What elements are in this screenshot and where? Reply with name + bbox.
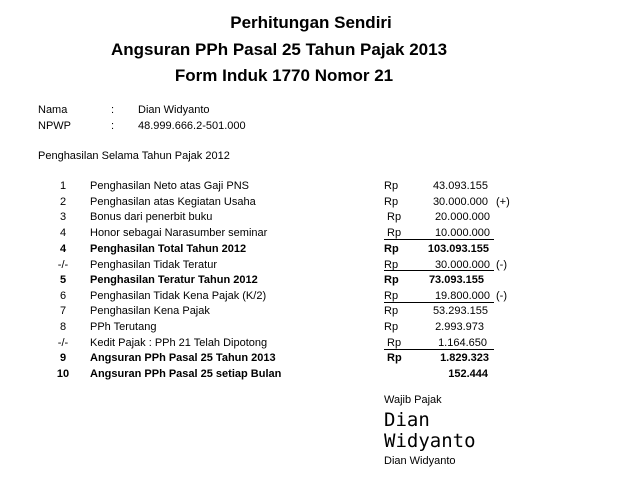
row-description: Penghasilan Total Tahun 2012 — [90, 243, 247, 255]
row-number: 4 — [59, 227, 67, 239]
row-number: 9 — [59, 352, 67, 364]
handwritten-signature-line-2: Widyanto — [384, 430, 476, 452]
handwritten-signature-line-1: Dian — [384, 409, 430, 431]
ptkp-underline — [384, 302, 494, 303]
row-number: 8 — [59, 321, 67, 333]
row-currency: Rp — [384, 321, 399, 333]
npwp-value: 48.999.666.2-501.000 — [138, 120, 246, 132]
row-amount: 10.000.000 — [434, 227, 490, 239]
title-line-1: Perhitungan Sendiri — [230, 13, 392, 32]
row-description: Honor sebagai Narasumber seminar — [90, 227, 268, 239]
row-amount: 43.093.155 — [432, 180, 488, 192]
row-amount: 30.000.000 — [434, 259, 490, 271]
row-number: 5 — [59, 274, 67, 286]
row-number: 7 — [59, 305, 67, 317]
row-currency: Rp — [384, 243, 399, 255]
nama-label: Nama — [38, 104, 68, 116]
nama-separator: : — [111, 104, 115, 116]
row-description: Angsuran PPh Pasal 25 Tahun 2013 — [90, 352, 276, 364]
row-currency: Rp — [384, 196, 399, 208]
row-currency: Rp — [384, 180, 399, 192]
row-currency: Rp — [387, 211, 402, 223]
row-description: Bonus dari penerbit buku — [90, 211, 213, 223]
title-line-2: Angsuran PPh Pasal 25 Tahun Pajak 2013 — [110, 40, 448, 59]
row-number: 6 — [59, 290, 67, 302]
row-description: Angsuran PPh Pasal 25 setiap Bulan — [90, 368, 282, 380]
row-amount: 30.000.000 — [432, 196, 488, 208]
subtraction-underline — [384, 270, 494, 271]
row-currency: Rp — [387, 227, 402, 239]
row-currency: Rp — [384, 274, 399, 286]
row-operator: (-) — [496, 290, 507, 302]
row-amount: 20.000.000 — [434, 211, 490, 223]
row-description: Penghasilan Tidak Kena Pajak (K/2) — [90, 290, 267, 302]
row-number: 2 — [59, 196, 67, 208]
row-operator: (-) — [496, 259, 507, 271]
row-currency: Rp — [384, 290, 399, 302]
row-amount: 2.993.973 — [435, 321, 484, 333]
row-number: -/- — [57, 259, 69, 271]
row-description: Penghasilan Kena Pajak — [90, 305, 210, 317]
row-currency: Rp — [387, 337, 402, 349]
row-description: Kedit Pajak : PPh 21 Telah Dipotong — [90, 337, 268, 349]
row-description: Penghasilan Neto atas Gaji PNS — [90, 180, 249, 192]
row-currency: Rp — [384, 259, 399, 271]
row-number: 4 — [59, 243, 67, 255]
signatory-name: Dian Widyanto — [384, 455, 456, 467]
row-number: 10 — [56, 368, 70, 380]
row-amount: 19.800.000 — [434, 290, 490, 302]
row-amount: 1.164.650 — [438, 337, 487, 349]
row-amount: 73.093.155 — [428, 274, 484, 286]
row-number: 1 — [59, 180, 67, 192]
row-description: PPh Terutang — [90, 321, 157, 333]
nama-value: Dian Widyanto — [138, 104, 210, 116]
signature-label: Wajib Pajak — [384, 394, 442, 406]
row-amount: 1.829.323 — [440, 352, 489, 364]
row-number: 3 — [59, 211, 67, 223]
credit-underline — [384, 349, 494, 350]
npwp-separator: : — [111, 120, 115, 132]
row-amount: 53.293.155 — [432, 305, 488, 317]
row-currency: Rp — [384, 305, 399, 317]
section-heading: Penghasilan Selama Tahun Pajak 2012 — [38, 150, 230, 162]
row-number: -/- — [57, 337, 69, 349]
row-amount: 103.093.155 — [427, 243, 489, 255]
row-operator: (+) — [496, 196, 510, 208]
row-description: Penghasilan atas Kegiatan Usaha — [90, 196, 256, 208]
row-currency: Rp — [387, 352, 402, 364]
row-description: Penghasilan Teratur Tahun 2012 — [90, 274, 258, 286]
row-amount: 152.444 — [448, 368, 488, 380]
row-description: Penghasilan Tidak Teratur — [90, 259, 217, 271]
npwp-label: NPWP — [38, 120, 71, 132]
subtotal-underline — [384, 239, 494, 240]
title-line-3: Form Induk 1770 Nomor 21 — [174, 66, 394, 85]
